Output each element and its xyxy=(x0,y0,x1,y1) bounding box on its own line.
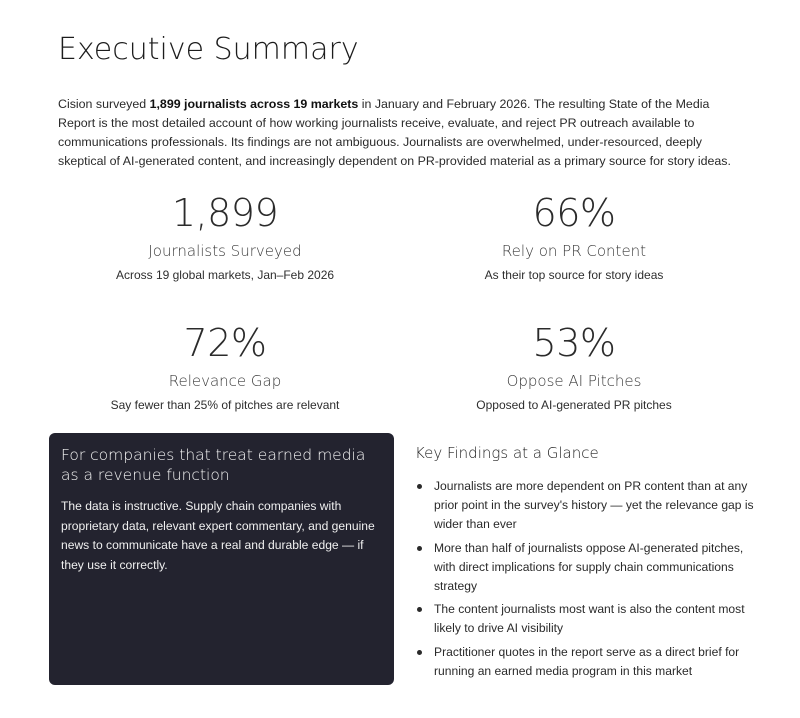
bullet-icon xyxy=(417,607,422,612)
stat-subtext: Across 19 global markets, Jan–Feb 2026 xyxy=(115,268,335,282)
callout-heading: For companies that treat earned media as a revenue function xyxy=(61,446,366,484)
stat-relevance-gap xyxy=(60,321,390,412)
intro-paragraph xyxy=(58,95,748,171)
stat-label: Rely on PR Content xyxy=(501,242,647,260)
page-title: Executive Summary xyxy=(58,32,359,67)
stat-label: Relevance Gap xyxy=(168,372,282,390)
intro-text-after: in January and February 2026. The resulting State of the Media Report is the most detailed account of how working journalists receive, evaluate, and reject PR outreach available to communications professionals. Its findings are not ambiguous. Journalists are overwhelmed, under-resourced, deeply skeptical of AI-generated content, and increasingly dependent on PR-provided material as a primary source for story ideas. xyxy=(58,97,731,168)
list-item xyxy=(415,539,755,597)
callout-body: The data is instructive. Supply chain companies with proprietary data, relevant expert commentary, and genuine news to communicate have a real and durable edge — if they use it correctly. xyxy=(61,499,375,572)
stat-journalists-surveyed xyxy=(60,191,390,282)
stat-subtext: As their top source for story ideas xyxy=(484,268,664,282)
stat-value: 66% xyxy=(532,191,616,235)
stat-value: 53% xyxy=(532,321,616,365)
stat-subtext: Opposed to AI-generated PR pitches xyxy=(476,398,672,412)
list-item xyxy=(415,643,755,681)
key-findings-list xyxy=(415,477,755,681)
finding-text: More than half of journalists oppose AI-generated pitches, with direct implications for supply chain communications strategy xyxy=(434,540,744,594)
key-findings-heading: Key Findings at a Glance xyxy=(415,444,599,462)
key-findings xyxy=(415,444,755,685)
list-item xyxy=(415,600,755,638)
stat-label: Journalists Surveyed xyxy=(148,242,302,260)
finding-text: Practitioner quotes in the report serve as a direct brief for running an earned media program in this market xyxy=(434,644,740,678)
intro-text-before: Cision surveyed xyxy=(58,97,150,111)
list-item xyxy=(415,477,755,535)
finding-text: Journalists are more dependent on PR content than at any prior point in the survey's history — yet the relevance gap is wider than ever xyxy=(434,479,754,532)
bullet-icon xyxy=(417,650,422,655)
bullet-icon xyxy=(417,546,422,551)
callout-card xyxy=(49,433,394,685)
stat-value: 1,899 xyxy=(171,191,279,235)
stat-value: 72% xyxy=(183,321,267,365)
stat-rely-on-pr xyxy=(409,191,739,282)
finding-text: The content journalists most want is also the content most likely to drive AI visibility xyxy=(434,602,745,636)
bullet-icon xyxy=(417,484,422,489)
intro-highlight: 1,899 journalists across 19 markets xyxy=(149,97,359,111)
stat-oppose-ai xyxy=(409,321,739,412)
stat-label: Oppose AI Pitches xyxy=(506,372,642,390)
stat-subtext: Say fewer than 25% of pitches are relevant xyxy=(110,398,340,412)
